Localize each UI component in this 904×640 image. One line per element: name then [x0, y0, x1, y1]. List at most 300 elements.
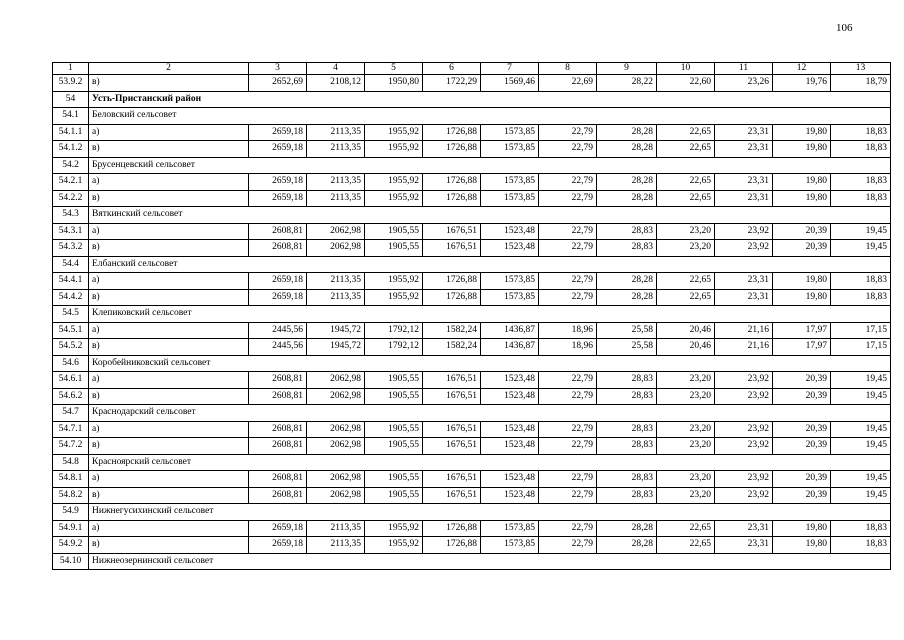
row-variant: в): [89, 75, 249, 92]
section-title: Усть-Пристанский район: [89, 91, 891, 108]
value-cell-col-5: 1955,92: [365, 273, 423, 290]
table-row: [53, 174, 891, 191]
value-cell-col-12: 19,80: [773, 289, 831, 306]
table-row: [53, 372, 891, 389]
row-code: 54.7.2: [53, 438, 89, 455]
value-cell-col-3: 2608,81: [249, 471, 307, 488]
column-number-10: 10: [657, 63, 715, 75]
value-cell-col-9: 28,28: [597, 174, 657, 191]
value-cell-col-5: 1955,92: [365, 124, 423, 141]
value-cell-col-10: 23,20: [657, 223, 715, 240]
value-cell-col-3: 2445,56: [249, 322, 307, 339]
value-cell-col-11: 23,92: [715, 223, 773, 240]
section-row: [53, 108, 891, 125]
row-code: 54.3.1: [53, 223, 89, 240]
value-cell-col-11: 23,92: [715, 372, 773, 389]
value-cell-col-6: 1676,51: [423, 487, 481, 504]
row-code: 54.5.1: [53, 322, 89, 339]
value-cell-col-11: 23,31: [715, 174, 773, 191]
value-cell-col-3: 2608,81: [249, 421, 307, 438]
value-cell-col-6: 1726,88: [423, 124, 481, 141]
value-cell-col-3: 2608,81: [249, 240, 307, 257]
value-cell-col-3: 2608,81: [249, 372, 307, 389]
value-cell-col-5: 1955,92: [365, 190, 423, 207]
section-row: [53, 91, 891, 108]
row-variant: в): [89, 388, 249, 405]
value-cell-col-5: 1905,55: [365, 421, 423, 438]
value-cell-col-13: 19,45: [831, 487, 891, 504]
section-row: [53, 405, 891, 422]
value-cell-col-4: 1945,72: [307, 339, 365, 356]
value-cell-col-12: 17,97: [773, 322, 831, 339]
column-number-7: 7: [481, 63, 539, 75]
section-title: Красноярский сельсовет: [89, 454, 891, 471]
row-code: 54.7: [53, 405, 89, 422]
value-cell-col-11: 23,92: [715, 487, 773, 504]
value-cell-col-8: 22,79: [539, 190, 597, 207]
section-title: Беловский сельсовет: [89, 108, 891, 125]
value-cell-col-9: 28,22: [597, 75, 657, 92]
row-variant: в): [89, 141, 249, 158]
value-cell-col-5: 1955,92: [365, 520, 423, 537]
value-cell-col-6: 1676,51: [423, 223, 481, 240]
value-cell-col-13: 18,83: [831, 289, 891, 306]
value-cell-col-7: 1436,87: [481, 322, 539, 339]
column-number-9: 9: [597, 63, 657, 75]
value-cell-col-4: 2062,98: [307, 421, 365, 438]
value-cell-col-4: 1945,72: [307, 322, 365, 339]
value-cell-col-10: 22,65: [657, 537, 715, 554]
table-row: [53, 487, 891, 504]
value-cell-col-12: 19,80: [773, 124, 831, 141]
row-code: 54.1: [53, 108, 89, 125]
row-variant: в): [89, 289, 249, 306]
row-code: 54.6.1: [53, 372, 89, 389]
table-body: [53, 63, 891, 570]
value-cell-col-9: 28,83: [597, 372, 657, 389]
value-cell-col-8: 22,79: [539, 289, 597, 306]
value-cell-col-11: 23,31: [715, 190, 773, 207]
table-row: [53, 388, 891, 405]
value-cell-col-7: 1523,48: [481, 421, 539, 438]
value-cell-col-9: 25,58: [597, 339, 657, 356]
value-cell-col-5: 1950,80: [365, 75, 423, 92]
value-cell-col-10: 22,65: [657, 273, 715, 290]
table-row: [53, 537, 891, 554]
value-cell-col-10: 23,20: [657, 438, 715, 455]
value-cell-col-6: 1676,51: [423, 240, 481, 257]
column-number-4: 4: [307, 63, 365, 75]
value-cell-col-5: 1792,12: [365, 322, 423, 339]
row-code: 54.2.1: [53, 174, 89, 191]
section-row: [53, 553, 891, 570]
value-cell-col-9: 28,83: [597, 487, 657, 504]
value-cell-col-5: 1792,12: [365, 339, 423, 356]
value-cell-col-4: 2062,98: [307, 388, 365, 405]
value-cell-col-7: 1573,85: [481, 289, 539, 306]
value-cell-col-13: 18,83: [831, 190, 891, 207]
value-cell-col-5: 1905,55: [365, 438, 423, 455]
value-cell-col-12: 19,76: [773, 75, 831, 92]
value-cell-col-5: 1905,55: [365, 471, 423, 488]
value-cell-col-5: 1955,92: [365, 141, 423, 158]
row-code: 54.5: [53, 306, 89, 323]
value-cell-col-13: 19,45: [831, 240, 891, 257]
value-cell-col-7: 1569,46: [481, 75, 539, 92]
value-cell-col-5: 1955,92: [365, 537, 423, 554]
value-cell-col-4: 2062,98: [307, 438, 365, 455]
value-cell-col-6: 1726,88: [423, 141, 481, 158]
value-cell-col-7: 1573,85: [481, 141, 539, 158]
value-cell-col-11: 23,31: [715, 273, 773, 290]
value-cell-col-10: 23,20: [657, 240, 715, 257]
value-cell-col-13: 19,45: [831, 223, 891, 240]
row-variant: в): [89, 438, 249, 455]
value-cell-col-13: 18,79: [831, 75, 891, 92]
value-cell-col-10: 22,65: [657, 289, 715, 306]
value-cell-col-8: 22,79: [539, 471, 597, 488]
value-cell-col-13: 17,15: [831, 322, 891, 339]
value-cell-col-13: 19,45: [831, 438, 891, 455]
value-cell-col-8: 22,79: [539, 372, 597, 389]
value-cell-col-13: 19,45: [831, 388, 891, 405]
value-cell-col-5: 1905,55: [365, 487, 423, 504]
value-cell-col-3: 2659,18: [249, 174, 307, 191]
value-cell-col-8: 22,79: [539, 537, 597, 554]
row-variant: в): [89, 487, 249, 504]
value-cell-col-7: 1523,48: [481, 372, 539, 389]
value-cell-col-4: 2113,35: [307, 190, 365, 207]
row-code: 54.4.1: [53, 273, 89, 290]
row-variant: в): [89, 537, 249, 554]
value-cell-col-7: 1523,48: [481, 388, 539, 405]
column-number-6: 6: [423, 63, 481, 75]
row-code: 54.7.1: [53, 421, 89, 438]
row-code: 53.9.2: [53, 75, 89, 92]
row-code: 54.5.2: [53, 339, 89, 356]
column-number-3: 3: [249, 63, 307, 75]
value-cell-col-4: 2113,35: [307, 537, 365, 554]
table-row: [53, 520, 891, 537]
table-row: [53, 223, 891, 240]
column-number-8: 8: [539, 63, 597, 75]
value-cell-col-8: 22,79: [539, 223, 597, 240]
section-row: [53, 355, 891, 372]
row-variant: а): [89, 273, 249, 290]
value-cell-col-13: 18,83: [831, 141, 891, 158]
value-cell-col-6: 1726,88: [423, 520, 481, 537]
value-cell-col-4: 2062,98: [307, 223, 365, 240]
section-title: Вяткинский сельсовет: [89, 207, 891, 224]
value-cell-col-9: 28,28: [597, 273, 657, 290]
value-cell-col-6: 1726,88: [423, 174, 481, 191]
value-cell-col-13: 18,83: [831, 124, 891, 141]
column-number-1: 1: [53, 63, 89, 75]
value-cell-col-6: 1726,88: [423, 190, 481, 207]
value-cell-col-12: 20,39: [773, 223, 831, 240]
value-cell-col-9: 28,83: [597, 471, 657, 488]
value-cell-col-12: 19,80: [773, 174, 831, 191]
value-cell-col-9: 28,83: [597, 421, 657, 438]
value-cell-col-3: 2659,18: [249, 289, 307, 306]
value-cell-col-3: 2652,69: [249, 75, 307, 92]
value-cell-col-8: 22,79: [539, 124, 597, 141]
row-code: 54.6.2: [53, 388, 89, 405]
value-cell-col-12: 19,80: [773, 141, 831, 158]
row-code: 54.2.2: [53, 190, 89, 207]
value-cell-col-3: 2659,18: [249, 190, 307, 207]
value-cell-col-4: 2062,98: [307, 372, 365, 389]
value-cell-col-4: 2062,98: [307, 240, 365, 257]
value-cell-col-8: 22,79: [539, 273, 597, 290]
value-cell-col-10: 22,65: [657, 520, 715, 537]
value-cell-col-3: 2659,18: [249, 141, 307, 158]
value-cell-col-4: 2113,35: [307, 124, 365, 141]
section-row: [53, 306, 891, 323]
row-code: 54.8.1: [53, 471, 89, 488]
value-cell-col-10: 22,65: [657, 141, 715, 158]
value-cell-col-7: 1573,85: [481, 520, 539, 537]
section-title: Коробейниковский сельсовет: [89, 355, 891, 372]
value-cell-col-8: 18,96: [539, 322, 597, 339]
value-cell-col-12: 19,80: [773, 537, 831, 554]
value-cell-col-4: 2113,35: [307, 174, 365, 191]
value-cell-col-8: 22,79: [539, 388, 597, 405]
value-cell-col-8: 22,79: [539, 520, 597, 537]
row-variant: а): [89, 223, 249, 240]
table-row: [53, 471, 891, 488]
value-cell-col-9: 28,83: [597, 438, 657, 455]
row-code: 54.8.2: [53, 487, 89, 504]
value-cell-col-7: 1523,48: [481, 487, 539, 504]
row-variant: а): [89, 174, 249, 191]
value-cell-col-11: 23,92: [715, 438, 773, 455]
value-cell-col-6: 1726,88: [423, 537, 481, 554]
value-cell-col-8: 22,69: [539, 75, 597, 92]
value-cell-col-3: 2659,18: [249, 273, 307, 290]
table-row: [53, 141, 891, 158]
row-variant: а): [89, 520, 249, 537]
value-cell-col-9: 28,83: [597, 240, 657, 257]
section-title: Елбанский сельсовет: [89, 256, 891, 273]
value-cell-col-5: 1905,55: [365, 372, 423, 389]
value-cell-col-4: 2062,98: [307, 487, 365, 504]
value-cell-col-7: 1523,48: [481, 438, 539, 455]
value-cell-col-9: 28,83: [597, 388, 657, 405]
value-cell-col-12: 17,97: [773, 339, 831, 356]
value-cell-col-12: 20,39: [773, 372, 831, 389]
value-cell-col-13: 18,83: [831, 537, 891, 554]
value-cell-col-12: 20,39: [773, 471, 831, 488]
value-cell-col-4: 2113,35: [307, 141, 365, 158]
section-row: [53, 157, 891, 174]
value-cell-col-7: 1523,48: [481, 223, 539, 240]
value-cell-col-6: 1726,88: [423, 273, 481, 290]
row-code: 54: [53, 91, 89, 108]
section-row: [53, 256, 891, 273]
value-cell-col-10: 23,20: [657, 421, 715, 438]
section-title: Нижнегусихинский сельсовет: [89, 504, 891, 521]
value-cell-col-9: 25,58: [597, 322, 657, 339]
row-code: 54.1.2: [53, 141, 89, 158]
section-title: Нижнеозернинский сельсовет: [89, 553, 891, 570]
section-title: Клепиковский сельсовет: [89, 306, 891, 323]
value-cell-col-12: 20,39: [773, 421, 831, 438]
value-cell-col-9: 28,83: [597, 223, 657, 240]
value-cell-col-5: 1905,55: [365, 240, 423, 257]
value-cell-col-12: 20,39: [773, 240, 831, 257]
row-variant: в): [89, 190, 249, 207]
row-code: 54.4: [53, 256, 89, 273]
value-cell-col-10: 23,20: [657, 487, 715, 504]
column-number-row: [53, 63, 891, 75]
row-code: 54.2: [53, 157, 89, 174]
row-variant: а): [89, 322, 249, 339]
column-number-11: 11: [715, 63, 773, 75]
row-code: 54.1.1: [53, 124, 89, 141]
row-code: 54.10: [53, 553, 89, 570]
value-cell-col-6: 1676,51: [423, 471, 481, 488]
section-row: [53, 454, 891, 471]
value-cell-col-10: 22,65: [657, 190, 715, 207]
row-code: 54.4.2: [53, 289, 89, 306]
value-cell-col-4: 2113,35: [307, 273, 365, 290]
column-number-13: 13: [831, 63, 891, 75]
value-cell-col-6: 1676,51: [423, 388, 481, 405]
value-cell-col-5: 1955,92: [365, 174, 423, 191]
page-number: 106: [836, 22, 853, 34]
value-cell-col-8: 22,79: [539, 141, 597, 158]
value-cell-col-9: 28,28: [597, 289, 657, 306]
table-row: [53, 322, 891, 339]
value-cell-col-4: 2108,12: [307, 75, 365, 92]
value-cell-col-11: 23,26: [715, 75, 773, 92]
value-cell-col-10: 22,65: [657, 174, 715, 191]
value-cell-col-3: 2659,18: [249, 520, 307, 537]
row-code: 54.9.1: [53, 520, 89, 537]
value-cell-col-11: 23,31: [715, 537, 773, 554]
value-cell-col-6: 1582,24: [423, 339, 481, 356]
value-cell-col-11: 23,31: [715, 141, 773, 158]
value-cell-col-10: 23,20: [657, 388, 715, 405]
table-row: [53, 124, 891, 141]
column-number-12: 12: [773, 63, 831, 75]
value-cell-col-13: 18,83: [831, 273, 891, 290]
value-cell-col-12: 19,80: [773, 520, 831, 537]
value-cell-col-3: 2659,18: [249, 124, 307, 141]
value-cell-col-3: 2608,81: [249, 388, 307, 405]
value-cell-col-8: 18,96: [539, 339, 597, 356]
value-cell-col-7: 1573,85: [481, 273, 539, 290]
value-cell-col-3: 2659,18: [249, 537, 307, 554]
value-cell-col-12: 20,39: [773, 487, 831, 504]
row-code: 54.3: [53, 207, 89, 224]
value-cell-col-11: 23,92: [715, 240, 773, 257]
value-cell-col-8: 22,79: [539, 240, 597, 257]
row-variant: а): [89, 372, 249, 389]
row-variant: а): [89, 124, 249, 141]
value-cell-col-6: 1676,51: [423, 372, 481, 389]
table-row: [53, 339, 891, 356]
row-variant: а): [89, 471, 249, 488]
value-cell-col-4: 2113,35: [307, 520, 365, 537]
value-cell-col-11: 21,16: [715, 339, 773, 356]
value-cell-col-12: 19,80: [773, 190, 831, 207]
value-cell-col-9: 28,28: [597, 537, 657, 554]
row-variant: в): [89, 240, 249, 257]
value-cell-col-11: 21,16: [715, 322, 773, 339]
value-cell-col-11: 23,92: [715, 471, 773, 488]
value-cell-col-11: 23,92: [715, 388, 773, 405]
section-title: Краснодарский сельсовет: [89, 405, 891, 422]
value-cell-col-13: 18,83: [831, 174, 891, 191]
table-row: [53, 438, 891, 455]
value-cell-col-3: 2608,81: [249, 487, 307, 504]
value-cell-col-10: 20,46: [657, 322, 715, 339]
value-cell-col-7: 1523,48: [481, 471, 539, 488]
value-cell-col-11: 23,92: [715, 421, 773, 438]
value-cell-col-7: 1573,85: [481, 190, 539, 207]
table-row: [53, 240, 891, 257]
table-row: [53, 75, 891, 92]
value-cell-col-7: 1573,85: [481, 124, 539, 141]
section-row: [53, 504, 891, 521]
value-cell-col-3: 2608,81: [249, 223, 307, 240]
value-cell-col-6: 1582,24: [423, 322, 481, 339]
value-cell-col-7: 1573,85: [481, 537, 539, 554]
value-cell-col-8: 22,79: [539, 421, 597, 438]
value-cell-col-9: 28,28: [597, 141, 657, 158]
value-cell-col-13: 18,83: [831, 520, 891, 537]
row-code: 54.9: [53, 504, 89, 521]
section-title: Брусенцевский сельсовет: [89, 157, 891, 174]
value-cell-col-5: 1955,92: [365, 289, 423, 306]
value-cell-col-9: 28,28: [597, 520, 657, 537]
value-cell-col-3: 2608,81: [249, 438, 307, 455]
row-variant: а): [89, 421, 249, 438]
value-cell-col-4: 2113,35: [307, 289, 365, 306]
value-cell-col-7: 1573,85: [481, 174, 539, 191]
value-cell-col-6: 1676,51: [423, 438, 481, 455]
value-cell-col-12: 20,39: [773, 438, 831, 455]
value-cell-col-12: 20,39: [773, 388, 831, 405]
value-cell-col-6: 1726,88: [423, 289, 481, 306]
column-number-2: 2: [89, 63, 249, 75]
value-cell-col-8: 22,79: [539, 174, 597, 191]
value-cell-col-11: 23,31: [715, 124, 773, 141]
value-cell-col-10: 23,20: [657, 471, 715, 488]
value-cell-col-11: 23,31: [715, 520, 773, 537]
value-cell-col-8: 22,79: [539, 487, 597, 504]
row-code: 54.9.2: [53, 537, 89, 554]
row-code: 54.8: [53, 454, 89, 471]
value-cell-col-10: 23,20: [657, 372, 715, 389]
value-cell-col-10: 20,46: [657, 339, 715, 356]
row-variant: в): [89, 339, 249, 356]
value-cell-col-6: 1722,29: [423, 75, 481, 92]
value-cell-col-9: 28,28: [597, 124, 657, 141]
table-row: [53, 289, 891, 306]
value-cell-col-9: 28,28: [597, 190, 657, 207]
value-cell-col-4: 2062,98: [307, 471, 365, 488]
row-code: 54.6: [53, 355, 89, 372]
value-cell-col-13: 19,45: [831, 471, 891, 488]
row-code: 54.3.2: [53, 240, 89, 257]
value-cell-col-5: 1905,55: [365, 388, 423, 405]
value-cell-col-13: 19,45: [831, 421, 891, 438]
value-cell-col-12: 19,80: [773, 273, 831, 290]
value-cell-col-10: 22,60: [657, 75, 715, 92]
